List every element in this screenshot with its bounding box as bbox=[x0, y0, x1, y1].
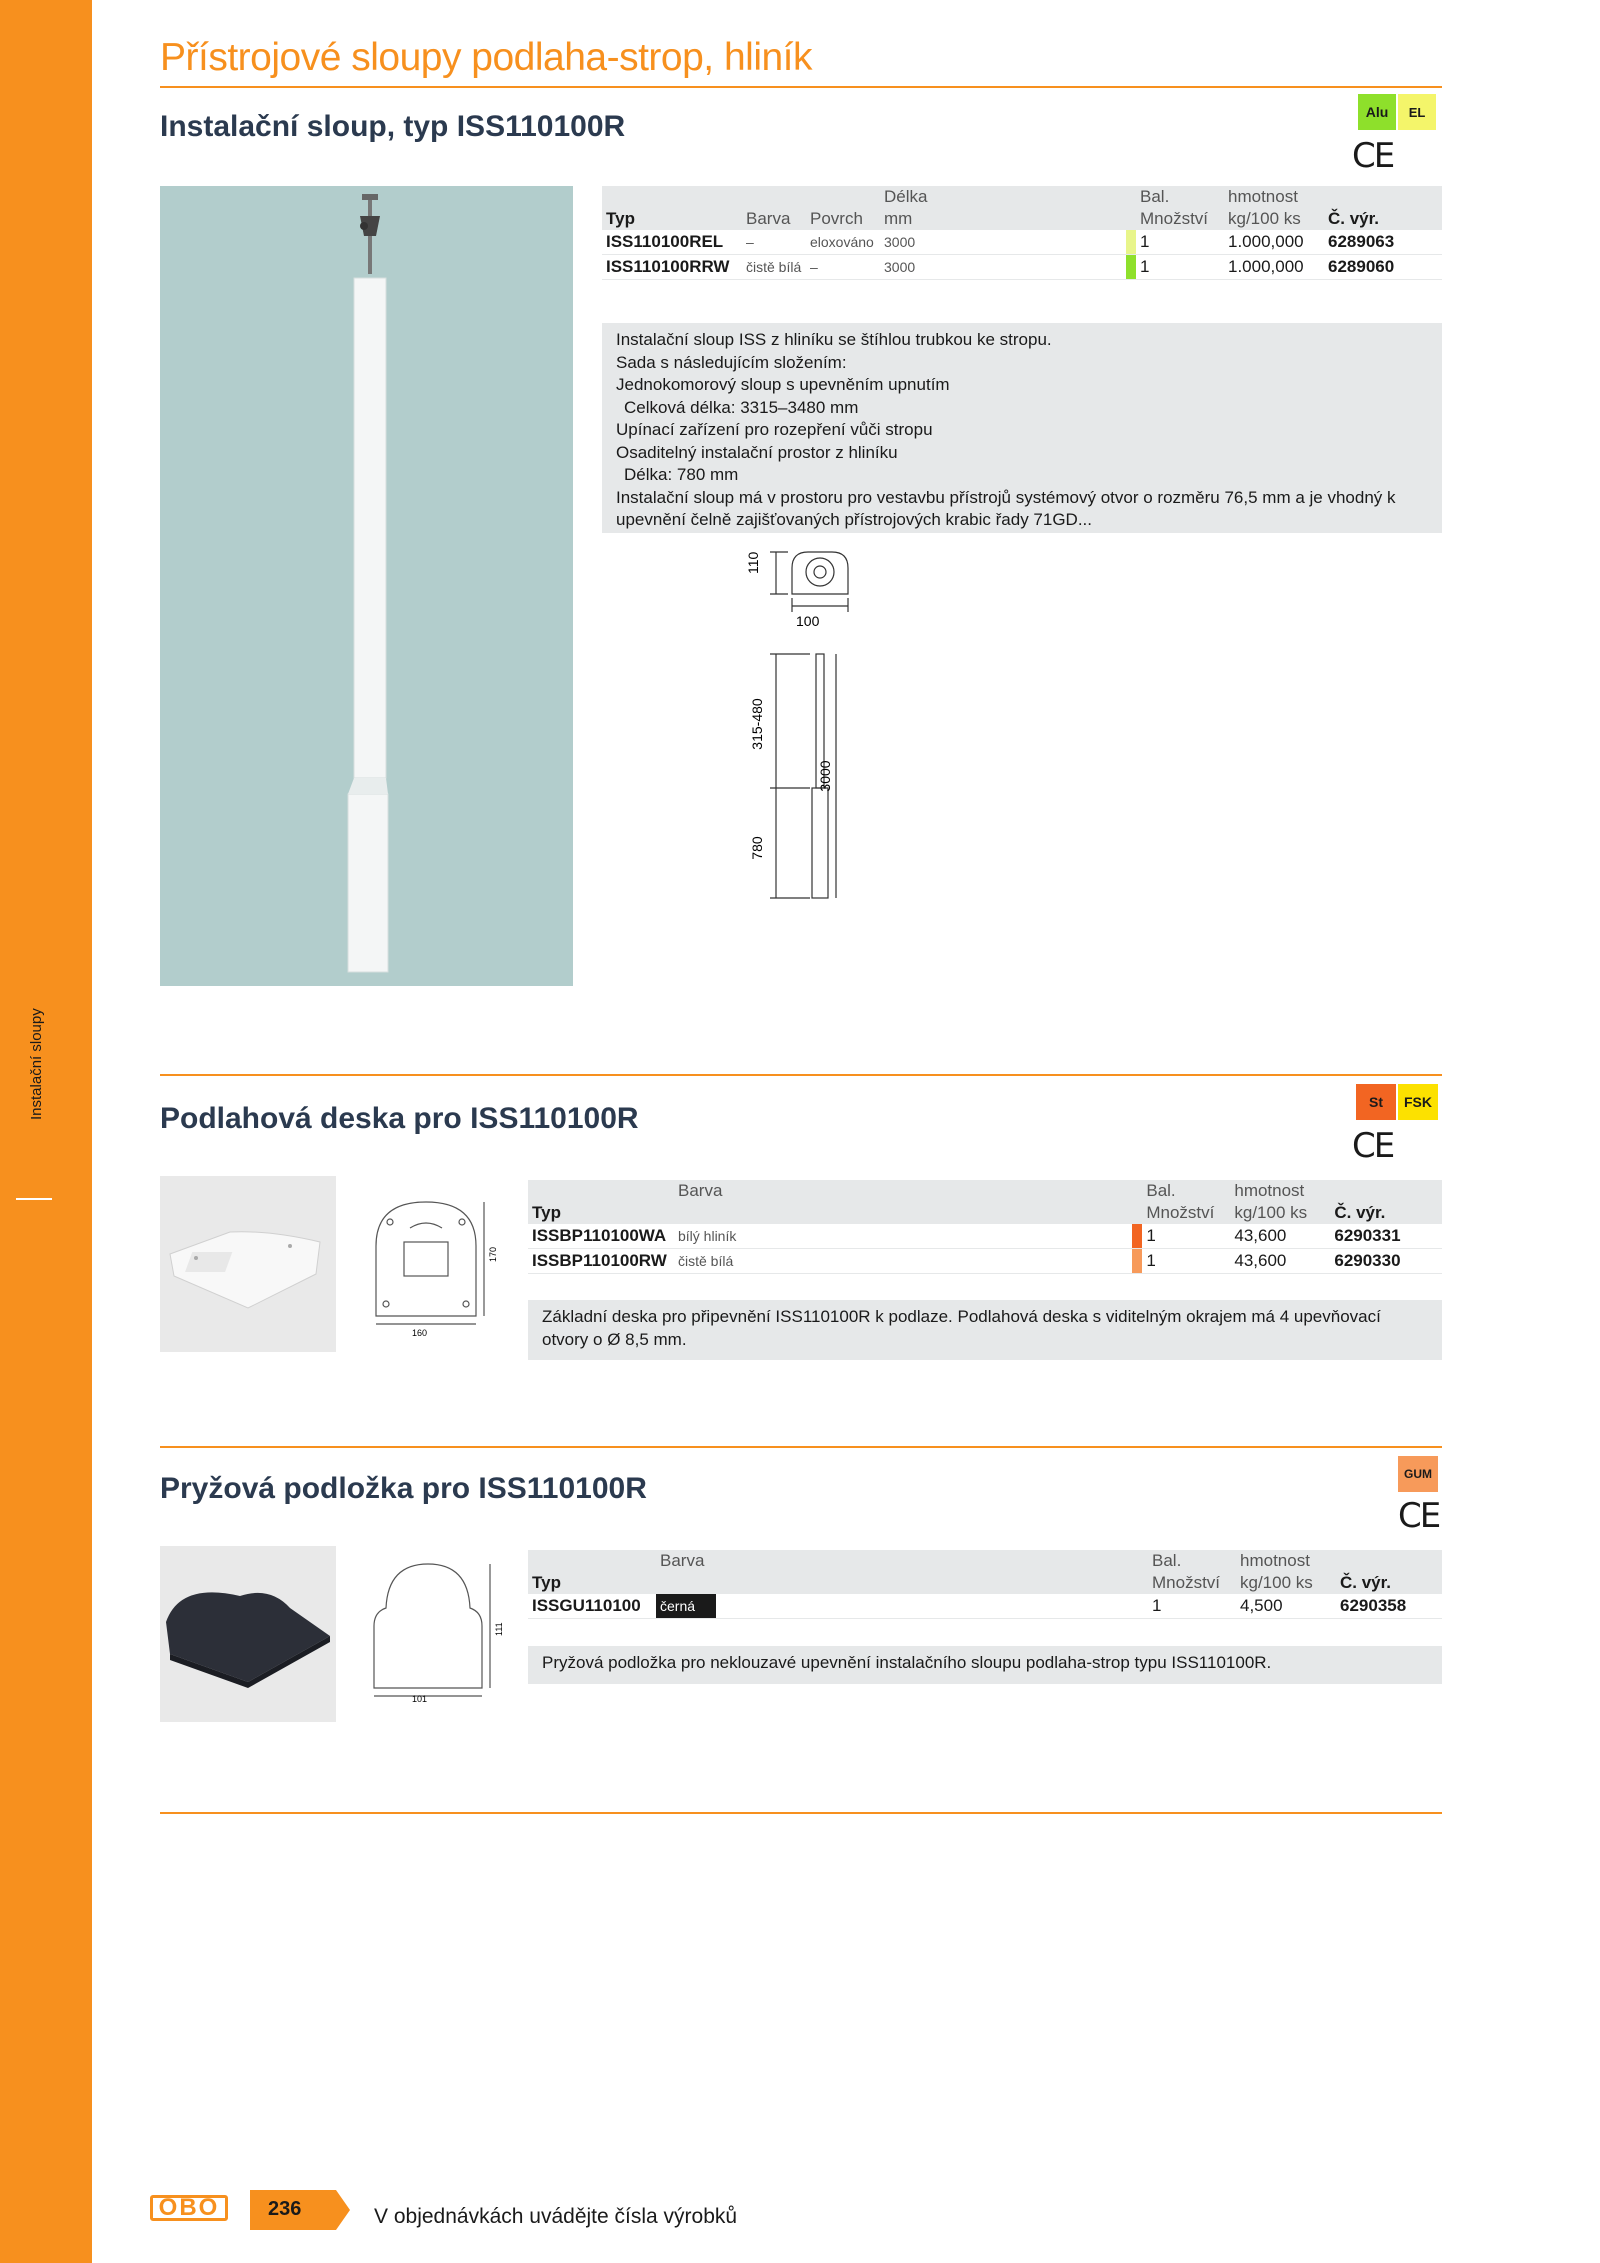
rubber-pad-photo bbox=[160, 1546, 336, 1722]
desc-line: Pryžová podložka pro neklouzavé upevnění instalačního sloupu podlaha-strop typu ISS110100R. bbox=[542, 1653, 1272, 1672]
col-barva: Barva bbox=[674, 1180, 740, 1202]
ce-mark-icon: CE bbox=[1398, 1496, 1440, 1536]
col-hm-top: hmotnost bbox=[1230, 1180, 1330, 1202]
row-cv: 6289063 bbox=[1324, 230, 1442, 255]
col-hm-top: hmotnost bbox=[1224, 186, 1324, 208]
row-cv: 6290331 bbox=[1330, 1224, 1442, 1249]
row-typ: ISSBP110100WA bbox=[528, 1224, 674, 1249]
title-rule bbox=[160, 86, 1442, 88]
desc-line: Délka: 780 mm bbox=[624, 465, 739, 484]
col-hm-top: hmotnost bbox=[1236, 1550, 1336, 1572]
col-povrch: Povrch bbox=[806, 208, 880, 230]
ce-mark-icon: CE bbox=[1352, 136, 1394, 176]
col-hm: kg/100 ks bbox=[1230, 1202, 1330, 1224]
desc-line: Instalační sloup ISS z hliníku se štíhlou trubkou ke stropu. bbox=[616, 330, 1052, 349]
col-hm: kg/100 ks bbox=[1236, 1572, 1336, 1594]
page-title: Přístrojové sloupy podlaha-strop, hliník bbox=[160, 36, 813, 79]
row-typ: ISSGU110100 bbox=[528, 1594, 656, 1619]
dim-100: 100 bbox=[796, 613, 820, 629]
page-number-tab bbox=[250, 2190, 350, 2230]
obo-logo: OBO bbox=[150, 2195, 228, 2221]
desc-line: Instalační sloup má v prostoru pro vestavbu přístrojů systémový otvor o rozměru 76,5 mm a je vhodný k bbox=[616, 487, 1396, 507]
desc-line: Sada s následujícím složením: bbox=[616, 352, 847, 372]
column-illustration bbox=[160, 186, 573, 986]
side-tick-mark bbox=[16, 1198, 52, 1200]
row-hm: 4,500 bbox=[1236, 1594, 1336, 1619]
row-povrch: – bbox=[806, 255, 880, 280]
dim-160: 160 bbox=[412, 1328, 428, 1338]
dim-780: 780 bbox=[749, 836, 765, 860]
material-swatch bbox=[1126, 255, 1136, 280]
row-hm: 1.000,000 bbox=[1224, 255, 1324, 280]
row-bal: 1 bbox=[1136, 230, 1224, 255]
dim-101: 101 bbox=[412, 1694, 428, 1704]
material-swatch bbox=[1126, 230, 1136, 255]
floor-plate-photo bbox=[160, 1176, 336, 1352]
col-typ: Typ bbox=[602, 208, 742, 230]
col-bal: Množství bbox=[1136, 208, 1224, 230]
table-row bbox=[602, 230, 1442, 255]
col-hm: kg/100 ks bbox=[1224, 208, 1324, 230]
floor-plate-illustration bbox=[160, 1176, 336, 1352]
row-typ: ISS110100REL bbox=[602, 230, 742, 255]
row-delka: 3000 bbox=[880, 255, 940, 280]
desc-line: Jednokomorový sloup s upevněním upnutím bbox=[616, 375, 950, 394]
section1-spec-table bbox=[602, 186, 1442, 280]
row-povrch: eloxováno bbox=[806, 230, 880, 255]
footer-note: V objednávkách uvádějte čísla výrobků bbox=[374, 2205, 738, 2228]
dim-170: 170 bbox=[488, 1246, 498, 1262]
table-row bbox=[528, 1224, 1442, 1249]
row-typ: ISS110100RRW bbox=[602, 255, 742, 280]
section2-spec-table bbox=[528, 1180, 1442, 1274]
row-bal: 1 bbox=[1136, 255, 1224, 280]
section3-spec-table bbox=[528, 1550, 1442, 1619]
row-typ: ISSBP110100RW bbox=[528, 1249, 674, 1274]
row-barva: – bbox=[742, 230, 806, 255]
rubber-pad-drawing bbox=[364, 1556, 516, 1706]
col-barva: Barva bbox=[742, 208, 806, 230]
col-cv: Č. výr. bbox=[1336, 1572, 1442, 1594]
desc-line: upevnění čelně zajišťovaných přístrojových krabic řady 71GD... bbox=[616, 510, 1092, 529]
section-rule bbox=[160, 1812, 1442, 1814]
row-barva: čistě bílá bbox=[742, 255, 806, 280]
row-hm: 43,600 bbox=[1230, 1224, 1330, 1249]
desc-line: Základní deska pro připevnění ISS110100R k podlaze. Podlahová deska s viditelným okrajem má 4 upevňovací bbox=[542, 1307, 1381, 1326]
section3-description bbox=[528, 1646, 1442, 1684]
row-hm: 43,600 bbox=[1230, 1249, 1330, 1274]
col-bal: Množství bbox=[1142, 1202, 1230, 1224]
col-typ: Typ bbox=[528, 1202, 674, 1224]
row-hm: 1.000,000 bbox=[1224, 230, 1324, 255]
side-section-label: Instalační sloupy bbox=[28, 1008, 45, 1120]
col-cv: Č. výr. bbox=[1324, 208, 1442, 230]
col-bal-top: Bal. bbox=[1148, 1550, 1236, 1572]
rubber-pad-illustration bbox=[160, 1546, 336, 1722]
col-bal-top: Bal. bbox=[1136, 186, 1224, 208]
material-swatch bbox=[1132, 1249, 1142, 1274]
el-badge: EL bbox=[1398, 94, 1436, 130]
st-badge: St bbox=[1356, 1084, 1396, 1120]
row-bal: 1 bbox=[1142, 1249, 1230, 1274]
alu-badge: Alu bbox=[1358, 94, 1396, 130]
table-row bbox=[602, 255, 1442, 280]
ce-mark-icon: CE bbox=[1352, 1126, 1394, 1166]
section-rule bbox=[160, 1074, 1442, 1076]
col-delka: mm bbox=[880, 208, 940, 230]
section2-description bbox=[528, 1300, 1442, 1360]
page-number: 236 bbox=[268, 2198, 302, 2220]
row-cv: 6289060 bbox=[1324, 255, 1442, 280]
column-technical-drawing bbox=[740, 548, 880, 910]
material-swatch bbox=[1132, 1224, 1142, 1249]
desc-line: Celková délka: 3315–3480 mm bbox=[624, 397, 859, 417]
col-typ: Typ bbox=[528, 1572, 656, 1594]
floor-plate-drawing bbox=[364, 1196, 516, 1338]
desc-line: Upínací zařízení pro rozepření vůči stropu bbox=[616, 420, 933, 439]
col-delka-top: Délka bbox=[880, 186, 940, 208]
row-barva: čistě bílá bbox=[674, 1249, 740, 1274]
dim-315-480: 315-480 bbox=[749, 698, 765, 750]
fsk-badge: FSK bbox=[1398, 1084, 1438, 1120]
dim-111: 111 bbox=[494, 1622, 504, 1636]
table-row bbox=[528, 1249, 1442, 1274]
row-bal: 1 bbox=[1142, 1224, 1230, 1249]
row-delka: 3000 bbox=[880, 230, 940, 255]
desc-line: Osaditelný instalační prostor z hliníku bbox=[616, 442, 898, 462]
section3-title: Pryžová podložka pro ISS110100R bbox=[160, 1472, 647, 1505]
column-product-photo bbox=[160, 186, 573, 986]
col-bal-top: Bal. bbox=[1142, 1180, 1230, 1202]
col-barva: Barva bbox=[656, 1550, 716, 1572]
dim-110: 110 bbox=[745, 551, 761, 574]
section2-title: Podlahová deska pro ISS110100R bbox=[160, 1102, 639, 1135]
section-rule bbox=[160, 1446, 1442, 1448]
dim-3000: 3000 bbox=[817, 760, 833, 792]
section1-title: Instalační sloup, typ ISS110100R bbox=[160, 110, 626, 143]
row-bal: 1 bbox=[1148, 1594, 1236, 1619]
row-cv: 6290330 bbox=[1330, 1249, 1442, 1274]
row-barva: černá bbox=[656, 1594, 716, 1619]
col-cv: Č. výr. bbox=[1330, 1202, 1442, 1224]
gum-badge: GUM bbox=[1398, 1456, 1438, 1492]
table-row bbox=[528, 1594, 1442, 1619]
section1-description bbox=[602, 323, 1442, 533]
row-barva: bílý hliník bbox=[674, 1224, 740, 1249]
row-cv: 6290358 bbox=[1336, 1594, 1442, 1619]
orange-sidebar bbox=[0, 0, 92, 2263]
col-bal: Množství bbox=[1148, 1572, 1236, 1594]
desc-line: otvory o Ø 8,5 mm. bbox=[542, 1329, 687, 1349]
